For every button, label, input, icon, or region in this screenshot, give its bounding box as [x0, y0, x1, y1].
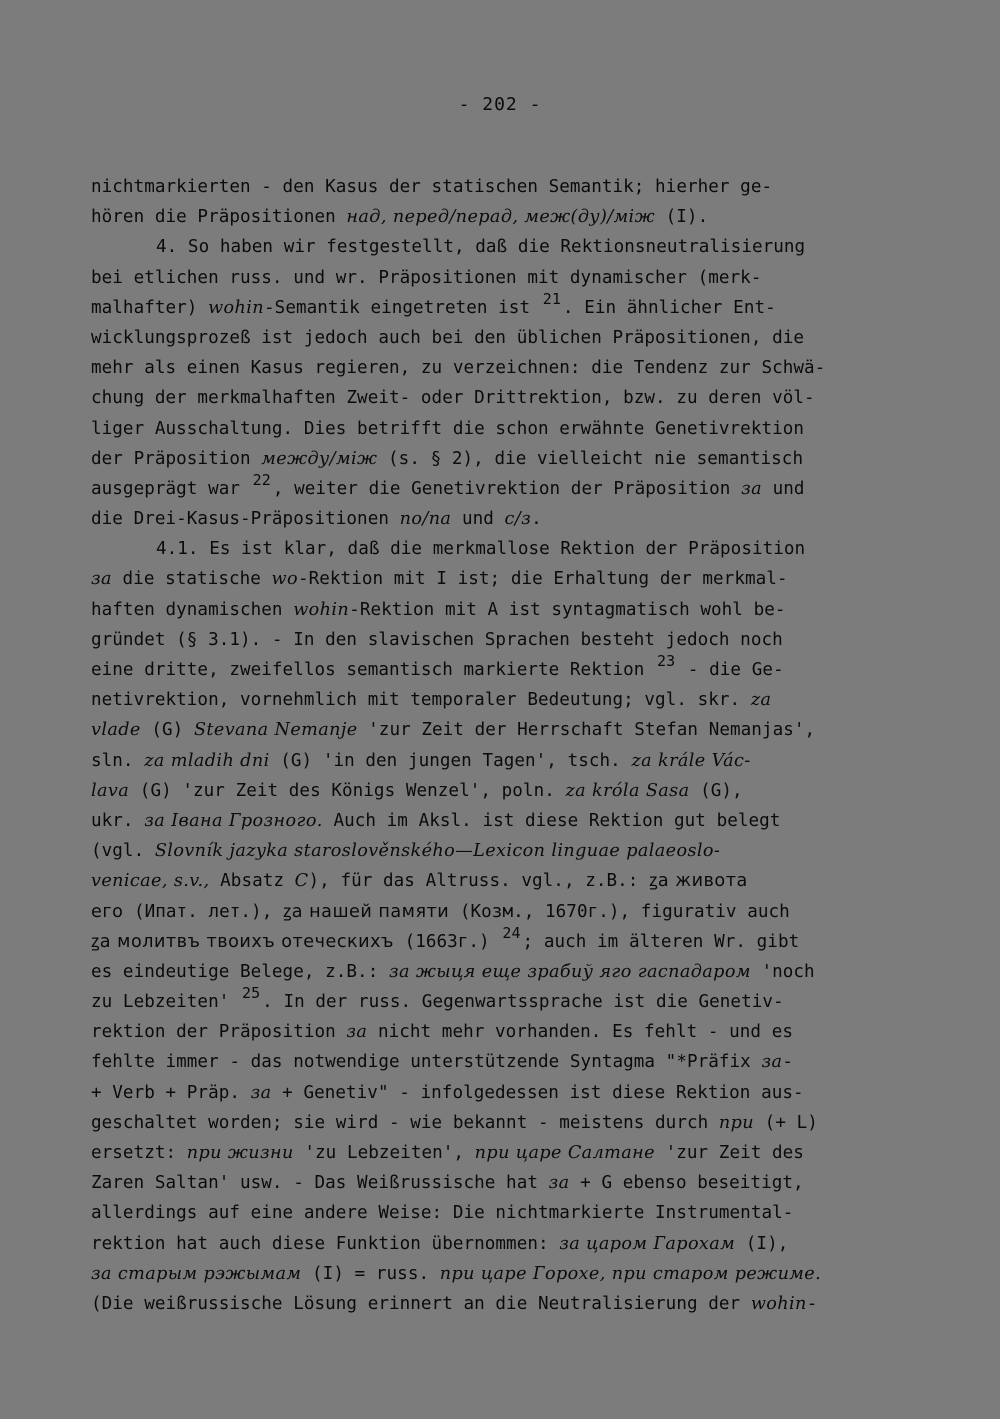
footnote-ref: 24 — [502, 923, 521, 942]
paragraph-start-line — [91, 534, 921, 564]
text-segment: malhafter) — [91, 297, 209, 318]
text-segment: - — [782, 1052, 794, 1073]
text-segment: rektion hat auch diese Funktion übernommen: — [91, 1233, 560, 1254]
footnote-ref: 25 — [242, 984, 261, 1003]
text-line — [91, 564, 921, 594]
text-line — [91, 836, 921, 866]
text-segment: . — [531, 509, 542, 530]
text-segment: die Drei-Kasus-Präpositionen — [91, 509, 400, 530]
text-segment: ꙁа молитвъ твоихъ отеческихъ — [91, 931, 394, 952]
text-segment: 4. So haben wir festgestellt, daß die Rektionsneutralisierung — [156, 237, 806, 258]
text-segment: liger Ausschaltung. Dies betrifft die schon erwähnte Genetivrektion — [91, 418, 805, 439]
text-segment: (G), — [689, 780, 743, 801]
text-segment: по/па — [399, 509, 452, 530]
text-segment: wicklungsprozeß ist jedoch auch bei den üblichen Präpositionen, die — [91, 327, 805, 348]
text-segment: (s. § 2), die vielleicht nie semantisch — [377, 448, 804, 469]
text-segment: 'zur Zeit des — [654, 1143, 804, 1163]
text-segment: ukr. — [91, 810, 145, 831]
text-segment: 'noch — [750, 961, 815, 982]
text-line — [91, 289, 921, 323]
text-segment: -Semantik eingetreten ist — [264, 297, 541, 318]
text-segment: lava — [91, 780, 130, 801]
text-line — [91, 1017, 921, 1047]
text-line — [91, 1259, 921, 1289]
text-segment: es eindeutige Belege, z.B.: — [91, 961, 389, 982]
text-segment: wohin — [208, 297, 265, 318]
text-segment: fehlte immer - das notwendige unterstützende Syntagma "*Präfix — [91, 1052, 762, 1073]
text-segment: ꙁа нашей памяти — [282, 901, 450, 922]
text-segment: und — [451, 509, 505, 530]
text-segment: ersetzt: — [91, 1143, 187, 1163]
text-segment: netivrektion, vornehmlich mit temporaler Bedeutung; vgl. skr. — [91, 690, 751, 711]
text-segment: za mladih dni — [144, 750, 270, 771]
text-segment: за — [346, 1022, 368, 1043]
text-line — [91, 470, 921, 504]
text-segment: (Козм., 1670г.), figurativ auch — [449, 901, 790, 922]
text-segment: Auch im Aksl. ist diese Rektion gut belegt — [322, 810, 781, 831]
text-segment: - die Ge- — [677, 660, 784, 680]
text-segment: gründet (§ 3.1). - In den slavischen Sprachen besteht jedoch noch — [91, 629, 783, 650]
text-segment: при царе Салтане — [474, 1143, 655, 1163]
text-segment: (Ипат. лет.), — [123, 901, 283, 922]
text-line — [91, 984, 921, 1017]
text-segment: + G ebenso beseitigt, — [569, 1173, 804, 1194]
text-segment: за — [761, 1052, 783, 1073]
text-line — [91, 1168, 921, 1198]
text-line — [91, 383, 921, 413]
text-segment: (1663г.) — [393, 931, 501, 952]
footnote-ref: 22 — [252, 470, 271, 489]
text-segment: (Die weißrussische Lösung erinnert an die Neutralisierung der — [91, 1293, 751, 1314]
text-segment: за — [548, 1173, 570, 1194]
text-line — [91, 652, 921, 685]
text-line — [91, 504, 921, 534]
text-segment: (G) — [140, 720, 194, 741]
text-segment: wo — [271, 569, 298, 590]
text-segment: . Ein ähnlicher Ent- — [562, 297, 776, 318]
text-segment: его — [91, 901, 124, 922]
body-text — [91, 172, 921, 1319]
text-segment: mehr als einen Kasus regieren, zu verzeichnen: die Tendenz zur Schwä- — [91, 358, 826, 379]
text-segment: между/між — [261, 448, 378, 469]
text-segment: + Verb + Präp. — [91, 1082, 251, 1103]
text-line — [91, 263, 921, 293]
text-line — [91, 897, 921, 927]
text-segment: (I) = russ. — [301, 1263, 440, 1284]
text-segment: und — [761, 478, 805, 499]
text-line — [91, 923, 921, 957]
text-segment: за Івана Грозного. — [144, 810, 323, 831]
text-line — [91, 1047, 921, 1077]
text-segment: -Rektion mit I ist; die Erhaltung der merkmal- — [297, 569, 788, 590]
text-line — [91, 414, 921, 444]
text-segment: Stevana Nemanje — [193, 720, 358, 741]
text-line — [91, 323, 921, 353]
text-segment: 'zu Lebzeiten', — [293, 1143, 475, 1163]
text-segment: Absatz — [209, 871, 295, 892]
text-line — [91, 202, 921, 232]
text-segment: с/з — [504, 509, 532, 530]
text-segment: за — [741, 478, 762, 499]
text-segment: sln. — [91, 750, 145, 771]
text-segment: ; auch im älteren Wr. gibt — [522, 931, 800, 952]
text-line — [91, 353, 921, 383]
text-line — [91, 806, 921, 836]
text-segment: (vgl. — [91, 841, 155, 862]
text-segment: rektion der Präposition — [91, 1022, 347, 1043]
text-segment: wohin — [750, 1293, 807, 1314]
text-segment: , weiter die Genetivrektion der Präposition — [272, 478, 742, 499]
text-line — [91, 866, 921, 896]
text-segment: + Genetiv" - infolgedessen ist diese Rektion aus- — [271, 1082, 804, 1103]
text-segment: 'zur Zeit der Herrschaft Stefan Nemanjas', — [357, 720, 816, 741]
text-segment: Zaren Saltan' usw. - Das Weißrussische hat — [91, 1173, 549, 1194]
text-line — [91, 1198, 921, 1228]
text-segment: при — [718, 1112, 755, 1133]
paragraph-start-line — [91, 232, 921, 262]
text-segment: за жыця еще зрабиў яго гаспадаром — [389, 961, 751, 982]
text-segment: die statische — [111, 569, 272, 590]
text-segment: при царе Горохе, при старом режиме. — [439, 1263, 822, 1284]
text-segment: chung der merkmalhaften Zweit- oder Drittrektion, bzw. zu deren völ- — [91, 388, 815, 409]
text-segment: (G) 'zur Zeit des Königs Wenzel', poln. — [129, 780, 566, 801]
text-segment: wohin — [293, 599, 350, 620]
text-line — [91, 1078, 921, 1108]
text-segment: geschaltet worden; sie wird - wie bekannt - meistens durch — [91, 1112, 719, 1133]
text-line — [91, 776, 921, 806]
text-segment: Slovník jazyka staroslověnského—Lexicon linguae palaeoslo- — [154, 841, 721, 862]
text-line — [91, 685, 921, 715]
text-segment: при жизни — [186, 1143, 294, 1163]
text-segment: C — [294, 871, 309, 892]
text-segment: ausgeprägt war — [91, 478, 251, 499]
text-segment: der Präposition — [91, 448, 262, 469]
text-line — [91, 595, 921, 625]
text-segment: zu Lebzeiten' — [91, 992, 240, 1013]
text-line — [91, 1138, 921, 1168]
text-segment: za krále Vác- — [631, 750, 751, 771]
text-segment: (+ L) — [754, 1112, 818, 1133]
text-line — [91, 957, 921, 987]
text-line — [91, 1108, 921, 1138]
text-segment: ), für das Altruss. vgl., z.B.: — [308, 871, 650, 892]
text-segment: nicht mehr vorhanden. Es fehlt - und es — [367, 1022, 794, 1043]
text-segment: за — [91, 569, 112, 590]
footnote-ref: 21 — [542, 289, 561, 308]
text-segment: за старым рэжымам — [91, 1263, 302, 1284]
text-line — [91, 625, 921, 655]
text-segment: za króla Sasa — [565, 780, 690, 801]
text-segment: (I), — [735, 1233, 789, 1254]
text-segment: (G) 'in den jungen Tagen', tsch. — [269, 750, 632, 771]
text-segment: за — [250, 1082, 272, 1103]
text-segment: -Rektion mit A ist syntagmatisch wohl be- — [349, 599, 786, 620]
text-line — [91, 1229, 921, 1259]
text-segment: haften dynamischen — [91, 599, 294, 620]
text-segment: . In der russ. Gegenwartssprache ist die Genetiv- — [262, 992, 784, 1013]
text-segment: над, перед/перад, меж(ду)/між — [346, 207, 655, 228]
footnote-ref: 23 — [657, 652, 676, 670]
text-line — [91, 746, 921, 776]
text-segment: vlade — [91, 720, 141, 741]
text-segment: - — [806, 1293, 818, 1314]
text-segment: nichtmarkierten - den Kasus der statischen Semantik; hierher ge- — [91, 177, 773, 197]
text-segment: (I). — [655, 207, 709, 228]
text-segment: за царом Гарохам — [559, 1233, 736, 1254]
text-segment: ꙁа живота — [649, 871, 748, 892]
text-segment: eine dritte, zweifellos semantisch markierte Rektion — [91, 660, 656, 680]
text-line — [91, 715, 921, 745]
text-segment: bei etlichen russ. und wr. Präpositionen mit dynamischer (merk- — [91, 267, 762, 288]
text-line — [91, 1289, 921, 1319]
page-number: - 202 - — [458, 94, 542, 115]
text-line — [91, 172, 921, 202]
text-segment: za — [750, 690, 772, 711]
text-segment: 4.1. Es ist klar, daß die merkmallose Rektion der Präposition — [156, 539, 806, 560]
text-segment: hören die Präpositionen — [91, 207, 347, 228]
text-segment: allerdings auf eine andere Weise: Die nichtmarkierte Instrumental- — [91, 1203, 794, 1224]
text-segment: venicae, s.v., — [91, 871, 210, 892]
text-line — [91, 444, 921, 474]
